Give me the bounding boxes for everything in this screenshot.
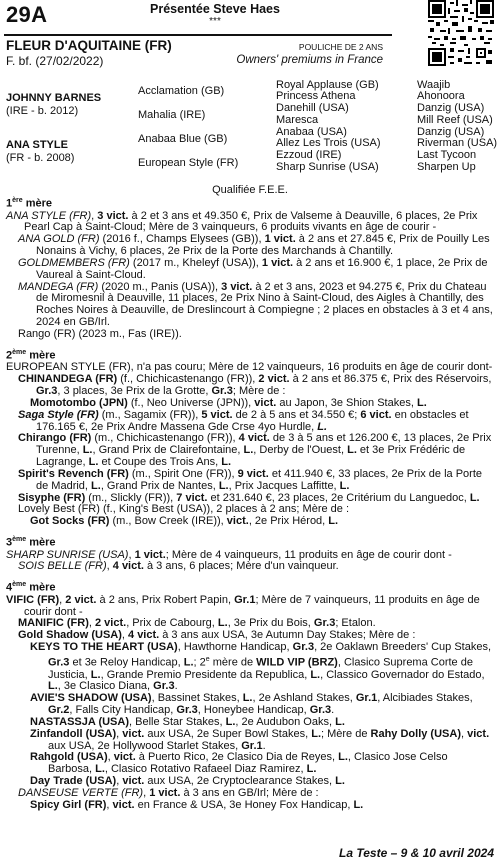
pedigree-gen3-item: Maresca xyxy=(276,114,319,126)
lot-number: 29A xyxy=(6,2,48,27)
family-notes xyxy=(6,195,494,812)
produce-entry: Spirit's Revench (FR) (m., Spirit One (FR)), 9 vict. et 411.940 €, 33 places, 2e Prix de la Porte de Madrid, L., Grand Prix de Nantes, L., Prix Jacques Laffitte, L. xyxy=(18,467,482,492)
sale-footer: La Teste – 9 & 10 avril 2024 xyxy=(339,846,494,860)
pedigree-gen3-item: Anabaa (USA) xyxy=(276,126,347,138)
pedigree-gen4-item: Mill Reef (USA) xyxy=(417,114,493,126)
section-heading-2: 2ème mère xyxy=(6,348,56,362)
produce-entry: CHINANDEGA (FR) (f., Chichicastenango (FR)), 2 vict. à 2 ans et 86.375 €, Prix des Réservoirs, Gr.3, 3 places, 3e Prix de la Grotte, Gr.3; Mère de : xyxy=(18,373,492,397)
produce-entry: Momotombo (JPN) (f., Neo Universe (JPN)), vict. au Japon, 3e Shion Stakes, L. xyxy=(30,396,427,409)
dam-paragraph: VIFIC (FR), 2 vict. à 2 ans, Prix Robert Papin, Gr.1; Mère de 7 vainqueurs, 11 produits en âge de courir dont - xyxy=(6,593,480,618)
sire-info: (IRE - b. 2012) xyxy=(6,105,79,117)
pedigree-gen4-item: Danzig (USA) xyxy=(417,102,485,114)
pedigree-gen3-item: Danehill (USA) xyxy=(276,102,349,114)
pedigree-gen2-item: Mahalia (IRE) xyxy=(138,109,206,121)
dam-paragraph: ANA STYLE (FR), 3 vict. à 2 et 3 ans et 49.350 €, Prix de Valseme à Deauville, 6 places, 2e Prix Pearl Cap à Saint-Cloud; Mère de 3 vainqueurs, 6 produits vivants en âge de courir - xyxy=(6,209,478,234)
produce-entry: ANA GOLD (FR) (2016 f., Champs Elysees (GB)), 1 vict. à 2 ans et 27.845 €, Prix de Pouilly Les Nonains à Vichy, 6 places, 2e Prix de la Porte des Marchands à Chantilly. xyxy=(18,233,490,258)
produce-entry: Rango (FR) (2023 m., Fas (IRE)). xyxy=(18,327,182,340)
produce-entry: Gold Shadow (USA), 4 vict. à 3 ans aux USA, 3e Autumn Day Stakes; Mère de : xyxy=(18,629,416,642)
qualification: Qualifiée F.E.E. xyxy=(212,184,288,196)
sire-name: JOHNNY BARNES xyxy=(6,92,102,104)
pedigree-gen3-item: Ezzoud (IRE) xyxy=(276,149,342,161)
dam xyxy=(6,139,74,165)
produce-entry: AVIE'S SHADOW (USA), Bassinet Stakes, L., 2e Ashland Stakes, Gr.1, Alcibiades Stakes, Gr.2, Falls City Handicap, Gr.3, Honeybee Handicap, Gr.3. xyxy=(30,692,473,717)
presenter-line: Présentée Steve Haes xyxy=(150,2,280,16)
horse-sex: POULICHE DE 2 ANS xyxy=(298,42,383,52)
produce-entry: Zinfandoll (USA), vict. aux USA, 2e Super Bowl Stakes, L.; Mère de Rahy Dolly (USA), vict. aux USA, 2e Hollywood Starlet Stakes, Gr.1. xyxy=(30,727,490,752)
pedigree-gen4-item: Last Tycoon xyxy=(417,149,477,161)
pedigree-gen2-item: Anabaa Blue (GB) xyxy=(138,133,228,145)
produce-entry: Lovely Best (FR) (f., King's Best (USA)), 2 places à 2 ans; Mère de : xyxy=(18,503,349,516)
produce-entry: KEYS TO THE HEART (USA), Hawthorne Handicap, Gr.3, 2e Oaklawn Breeders' Cup Stakes, Gr.3 et 3e Reloy Handicap, L.; 2e mère de WILD VIP (BRZ), Clasico Suprema Corte de Justicia, L., Grande Premio Presidente da Republica, L., Classico Governador do Estado, L., 3e Clasico Diana, Gr.3. xyxy=(30,641,492,693)
dam-info: (FR - b. 2008) xyxy=(6,152,75,164)
pedigree-gen4-item: Sharpen Up xyxy=(417,161,476,173)
dam-paragraph: EUROPEAN STYLE (FR), n'a pas couru; Mère de 12 vainqueurs, 16 produits en âge de courir dont- xyxy=(6,361,493,374)
produce-entry: Saga Style (FR) (m., Sagamix (FR)), 5 vict. de 2 à 5 ans et 34.550 €; 6 vict. en obstacles et 176.165 €, 2e Prix Andre Massena Gde Crse 4yo Hurdle, L. xyxy=(18,408,469,433)
dam-paragraph: SHARP SUNRISE (USA), 1 vict.; Mère de 4 vainqueurs, 11 produits en âge de courir dont - xyxy=(6,548,452,561)
produce-entry: Rahgold (USA), vict. à Puerto Rico, 2e Clasico Dia de Reyes, L., Clasico Jose Celso Barbosa, L., Clasico Rotativo Rafaeel Diaz Ramirez, L. xyxy=(30,751,448,776)
pedigree-gen3-item: Royal Applause (GB) xyxy=(276,79,379,91)
produce-entry: NASTASSJA (USA), Belle Star Stakes, L., 2e Audubon Oaks, L. xyxy=(30,715,345,728)
produce-entry: MANIFIC (FR), 2 vict., Prix de Cabourg, L., 3e Prix du Bois, Gr.3; Etalon. xyxy=(18,617,376,630)
qr-code-icon[interactable] xyxy=(428,0,494,66)
produce-entry: DANSEUSE VERTE (FR), 1 vict. à 3 ans en GB/Irl; Mère de : xyxy=(18,786,319,799)
pedigree-gen3-item: Allez Les Trois (USA) xyxy=(276,137,381,149)
produce-entry: SOIS BELLE (FR), 4 vict. à 3 ans, 6 places; Mère d'un vainqueur. xyxy=(18,560,339,573)
produce-entry: Sisyphe (FR) (m., Slickly (FR)), 7 vict. et 231.640 €, 23 places, 2e Critérium du Languedoc, L. xyxy=(18,491,480,504)
produce-entry: Chirango (FR) (m., Chichicastenango (FR)), 4 vict. de 3 à 5 ans et 126.200 €, 13 places, 2e Prix Turenne, L., Grand Prix de Clairefontaine, L., Derby de l'Ouest, L. et 3e Prix Frédéric de Lagrange, L. et Coupe des Trois Ans, L. xyxy=(18,432,492,469)
produce-entry: Spicy Girl (FR), vict. en France & USA, 3e Honey Fox Handicap, L. xyxy=(30,798,364,811)
dam-name: ANA STYLE xyxy=(6,139,68,151)
pedigree-gen4-item: Ahonoora xyxy=(417,90,465,102)
horse-name: FLEUR D'AQUITAINE (FR) xyxy=(6,38,172,53)
produce-entry: Got Socks (FR) (m., Bow Creek (IRE)), vict., 2e Prix Hérod, L. xyxy=(30,515,339,528)
pedigree-gen4-item: Riverman (USA) xyxy=(417,137,498,149)
pedigree-gen3-item: Princess Athena xyxy=(276,90,356,102)
section-heading-4: 4ème mère xyxy=(6,581,56,594)
sire xyxy=(6,92,101,118)
owners-premiums: Owners' premiums in France xyxy=(236,54,383,66)
section-heading-3: 3ème mère xyxy=(6,536,56,549)
pedigree-gen2-item: Acclamation (GB) xyxy=(138,85,225,97)
pedigree-gen2-item: European Style (FR) xyxy=(138,157,239,169)
produce-entry: Day Trade (USA), vict. aux USA, 2e Cryptoclearance Stakes, L. xyxy=(30,775,345,788)
pedigree-gen4-item: Waajib xyxy=(417,79,451,91)
produce-entry: MANDEGA (FR) (2020 m., Panis (USA)), 3 vict. à 2 et 3 ans, 2023 et 94.275 €, Prix du Chateau de Miromesnil à Deauville, 11 places, 2e Prix Nino à Saint-Cloud, des Aigles à Chantilly, des Roches Noires à Deauville, de Dreslincourt à Compiegne ; 2 places en obstacles à 3 et 4 ans, 2024 en GB/Irl. xyxy=(18,280,493,329)
section-heading-1: 1ère mère xyxy=(6,197,52,210)
horse-description: F. bf. (27/02/2022) xyxy=(6,54,104,68)
stars: *** xyxy=(209,16,221,27)
produce-entry: GOLDMEMBERS (FR) (2017 m., Kheleyf (USA)), 1 vict. à 2 ans et 16.900 €, 1 place, 2e Prix de Vaureal à Saint-Cloud. xyxy=(18,256,488,281)
pedigree-gen3-item: Sharp Sunrise (USA) xyxy=(276,161,379,173)
header-rule xyxy=(4,34,392,36)
pedigree-gen4-item: Danzig (USA) xyxy=(417,126,485,138)
